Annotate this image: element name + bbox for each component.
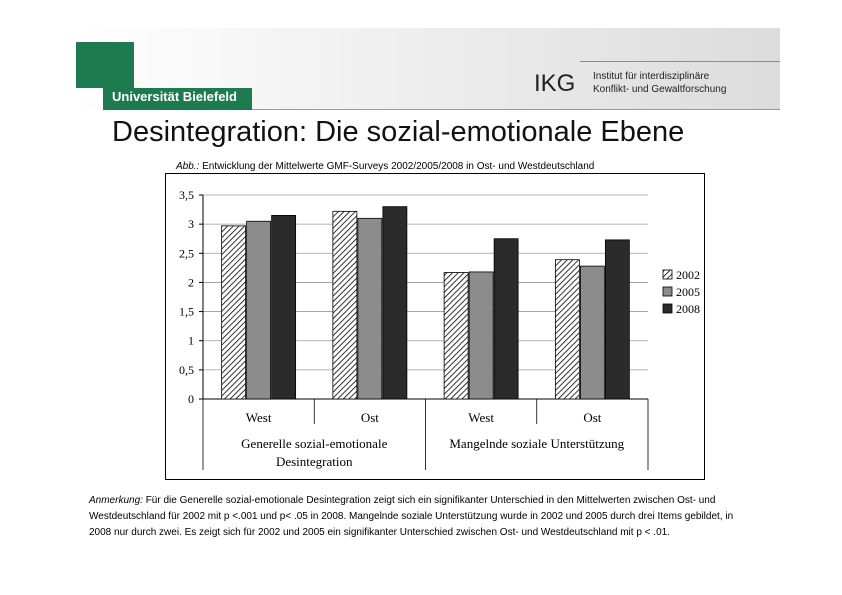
- bar-2002: [222, 226, 246, 399]
- y-tick-label: 1: [188, 333, 194, 348]
- institute-name-line2: Konflikt- und Gewaltforschung: [593, 84, 727, 95]
- y-tick-label: 3: [188, 217, 194, 232]
- legend-label: 2008: [676, 302, 700, 316]
- legend-swatch-2005: [663, 287, 672, 296]
- y-tick-label: 2,5: [179, 246, 194, 261]
- legend-label: 2002: [676, 268, 700, 282]
- bar-2005: [358, 218, 382, 399]
- legend-swatch-2008: [663, 304, 672, 313]
- y-tick-label: 0: [188, 392, 194, 406]
- x-tick-label: Ost: [583, 410, 602, 425]
- institute-name-line1: Institut für interdisziplinäre: [593, 71, 710, 82]
- bar-2008: [272, 215, 296, 399]
- bar-2008: [605, 240, 629, 399]
- bar-2002: [444, 273, 468, 399]
- bar-2005: [247, 221, 271, 399]
- x-tick-label: West: [245, 410, 272, 425]
- bar-2002: [555, 260, 579, 399]
- bar-2008: [383, 207, 407, 399]
- bar-2008: [494, 239, 518, 399]
- caption-prefix: Abb.:: [176, 161, 200, 172]
- footnote: [89, 493, 749, 541]
- group-label: Mangelnde soziale Unterstützung: [449, 436, 625, 451]
- header-divider-top: [580, 61, 780, 62]
- caption-text: Entwicklung der Mittelwerte GMF-Surveys 2002/2005/2008 in Ost- und Westdeutschland: [199, 161, 595, 172]
- footnote-text: Für die Generelle sozial-emotionale Desintegration zeigt sich ein signifikanter Unterschied in den Mittelwerten zwischen Ost- und Westdeutschland für 2002 mit p <.001 und p< .05 in 2008. Mangelnde soziale Unterstützung wurde in 2002 und 2005 durch drei Items gebildet, in 2008 nur durch zwei. Es zeigt sich für 2002 und 2005 ein signifikanter Unterschied zwischen Ost- und Westdeutschland mit p < .01.: [89, 495, 734, 538]
- bar-2002: [333, 211, 357, 399]
- legend-label: 2005: [676, 285, 700, 299]
- institute-name: [593, 70, 726, 96]
- group-label: Generelle sozial-emotionale: [241, 436, 388, 451]
- legend-swatch-2002: [663, 270, 672, 279]
- university-name: Universität Bielefeld: [112, 89, 237, 104]
- chart-caption: [176, 161, 594, 172]
- y-tick-label: 0,5: [179, 362, 194, 377]
- bar-chart: [166, 174, 706, 481]
- bar-2005: [580, 266, 604, 399]
- header-divider: [252, 109, 780, 110]
- y-tick-label: 3,5: [179, 188, 194, 202]
- slide-title: Desintegration: Die sozial-emotionale Ebene: [112, 116, 685, 148]
- institute-abbreviation: IKG: [534, 70, 576, 97]
- chart-frame: [165, 173, 705, 480]
- bar-2005: [469, 272, 493, 399]
- y-tick-label: 1,5: [179, 304, 194, 319]
- x-tick-label: West: [468, 410, 494, 425]
- footnote-label: Anmerkung:: [89, 495, 143, 506]
- x-tick-label: Ost: [360, 410, 379, 425]
- group-label-line2: Desintegration: [275, 454, 353, 469]
- university-logo-block: [76, 42, 134, 88]
- y-tick-label: 2: [188, 275, 194, 290]
